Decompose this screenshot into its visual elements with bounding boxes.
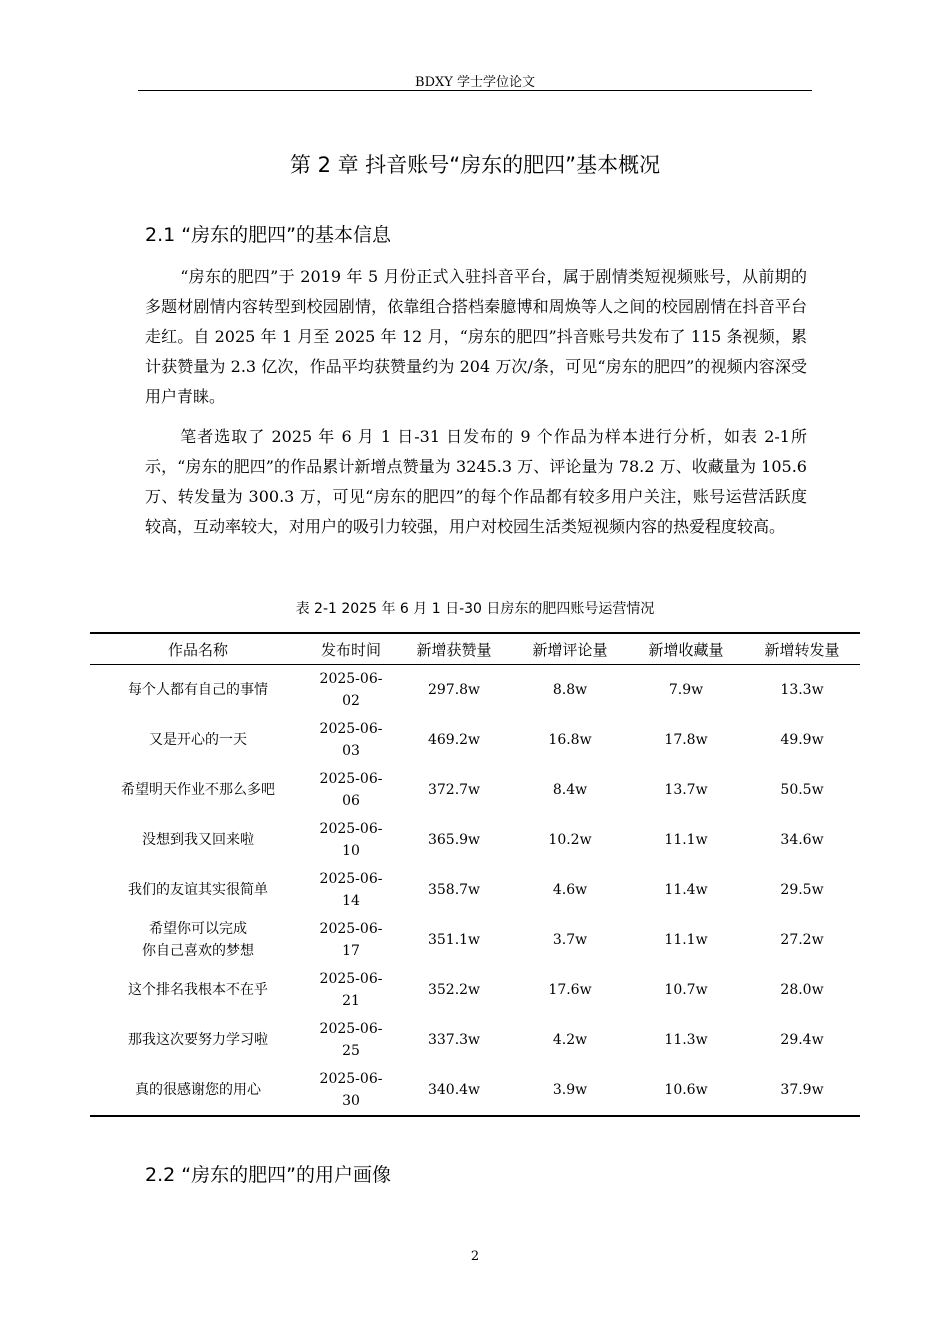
table-row	[90, 915, 860, 965]
table-row	[90, 1015, 860, 1065]
cell-date: 2025-06- 17	[319, 921, 383, 959]
column-header: 新增转发量	[744, 633, 860, 665]
cell-title: 希望你可以完成 你自己喜欢的梦想	[142, 921, 254, 959]
cell-shares: 13.3w	[780, 682, 824, 698]
cell-favorites: 11.4w	[664, 882, 708, 898]
cell-likes: 469.2w	[427, 732, 481, 748]
cell-date: 2025-06- 03	[319, 721, 383, 759]
table-row	[90, 765, 860, 815]
header-rule	[138, 90, 812, 91]
cell-comments: 3.7w	[552, 932, 588, 948]
cell-likes: 365.9w	[427, 832, 481, 848]
cell-title: 那我这次要努力学习啦	[128, 1032, 268, 1048]
cell-title: 真的很感谢您的用心	[90, 1065, 306, 1116]
operations-table	[90, 632, 860, 1117]
cell-likes: 340.4w	[396, 1065, 512, 1116]
cell-title: 每个人都有自己的事情	[128, 682, 268, 698]
cell-comments: 8.8w	[552, 682, 588, 698]
cell-date: 2025-06- 10	[319, 821, 383, 859]
cell-comments: 10.2w	[548, 832, 592, 848]
cell-title: 我们的友谊其实很简单	[128, 882, 268, 898]
table-caption: 表 2-1 2025 年 6 月 1 日-30 日房东的肥四账号运营情况	[295, 601, 655, 617]
cell-likes: 358.7w	[427, 882, 481, 898]
cell-likes: 337.3w	[427, 1032, 481, 1048]
cell-comments: 8.4w	[552, 782, 588, 798]
cell-likes: 297.8w	[427, 682, 481, 698]
cell-favorites: 7.9w	[668, 682, 704, 698]
table-row	[90, 1065, 860, 1116]
body-paragraph: “房东的肥四”于 2019 年 5 月份正式入驻抖音平台，属于剧情类短视频账号，从前期的多题材剧情内容转型到校园剧情，依靠组合搭档秦臆博和周焕等人之间的校园剧情在抖音平台走红。自 2025 年 1 月至 2025 年 12 月，“房东的肥四”抖音账号共发布了 115 条视频，累计获赞量为 2.3 亿次，作品平均获赞量约为 204 万次/条，可见“房东的肥四”的视频内容深受用户青睐。	[145, 267, 807, 406]
cell-title: 希望明天作业不那么多吧	[121, 782, 275, 798]
cell-comments: 3.9w	[512, 1065, 628, 1116]
cell-date: 2025-06- 21	[319, 971, 383, 1009]
cell-likes: 372.7w	[427, 782, 481, 798]
cell-favorites: 10.6w	[628, 1065, 744, 1116]
cell-favorites: 10.7w	[664, 982, 708, 998]
table-row	[90, 815, 860, 865]
cell-date: 2025-06- 25	[319, 1021, 383, 1059]
cell-shares: 37.9w	[744, 1065, 860, 1116]
cell-comments: 4.6w	[552, 882, 588, 898]
cell-comments: 17.6w	[548, 982, 592, 998]
cell-shares: 28.0w	[780, 982, 824, 998]
column-header: 新增收藏量	[628, 633, 744, 665]
cell-favorites: 11.1w	[664, 832, 708, 848]
cell-favorites: 13.7w	[664, 782, 708, 798]
column-header: 作品名称	[90, 633, 306, 665]
cell-shares: 50.5w	[780, 782, 824, 798]
table-row	[90, 665, 860, 716]
cell-likes: 351.1w	[427, 932, 481, 948]
cell-shares: 34.6w	[780, 832, 824, 848]
running-header: BDXY 学士学位论文	[415, 75, 535, 90]
cell-shares: 49.9w	[780, 732, 824, 748]
cell-shares: 27.2w	[780, 932, 824, 948]
table-row	[90, 965, 860, 1015]
cell-shares: 29.4w	[780, 1032, 824, 1048]
table-row	[90, 715, 860, 765]
chapter-title: 第 2 章 抖音账号“房东的肥四”基本概况	[289, 153, 661, 177]
table-row	[90, 865, 860, 915]
column-header: 发布时间	[306, 633, 396, 665]
cell-favorites: 17.8w	[664, 732, 708, 748]
page-number: 2	[470, 1249, 480, 1264]
section-heading-2-2: 2.2 “房东的肥四”的用户画像	[145, 1164, 391, 1186]
column-header: 新增评论量	[512, 633, 628, 665]
cell-date: 2025-06- 02	[319, 671, 383, 709]
cell-shares: 29.5w	[780, 882, 824, 898]
cell-favorites: 11.3w	[664, 1032, 708, 1048]
cell-date: 2025-06- 14	[319, 871, 383, 909]
cell-comments: 16.8w	[548, 732, 592, 748]
cell-comments: 4.2w	[552, 1032, 588, 1048]
column-header: 新增获赞量	[396, 633, 512, 665]
cell-date: 2025-06- 30	[306, 1065, 396, 1116]
cell-favorites: 11.1w	[664, 932, 708, 948]
section-heading-2-1: 2.1 “房东的肥四”的基本信息	[145, 224, 391, 246]
cell-title: 没想到我又回来啦	[142, 832, 254, 848]
cell-likes: 352.2w	[427, 982, 481, 998]
body-paragraph: 笔者选取了 2025 年 6 月 1 日-31 日发布的 9 个作品为样本进行分析，如表 2-1所示，“房东的肥四”的作品累计新增点赞量为 3245.3 万、评论量为 78.2 万、收藏量为 105.6 万、转发量为 300.3 万，可见“房东的肥四”的每个作品都有较多用户关注，账号运营活跃度较高，互动率较大，对用户的吸引力较强，用户对校园生活类短视频内容的热爱程度较高。	[145, 427, 807, 536]
cell-title: 又是开心的一天	[149, 732, 247, 748]
cell-date: 2025-06- 06	[319, 771, 383, 809]
table-header-row	[90, 633, 860, 665]
cell-title: 这个排名我根本不在乎	[128, 982, 268, 998]
